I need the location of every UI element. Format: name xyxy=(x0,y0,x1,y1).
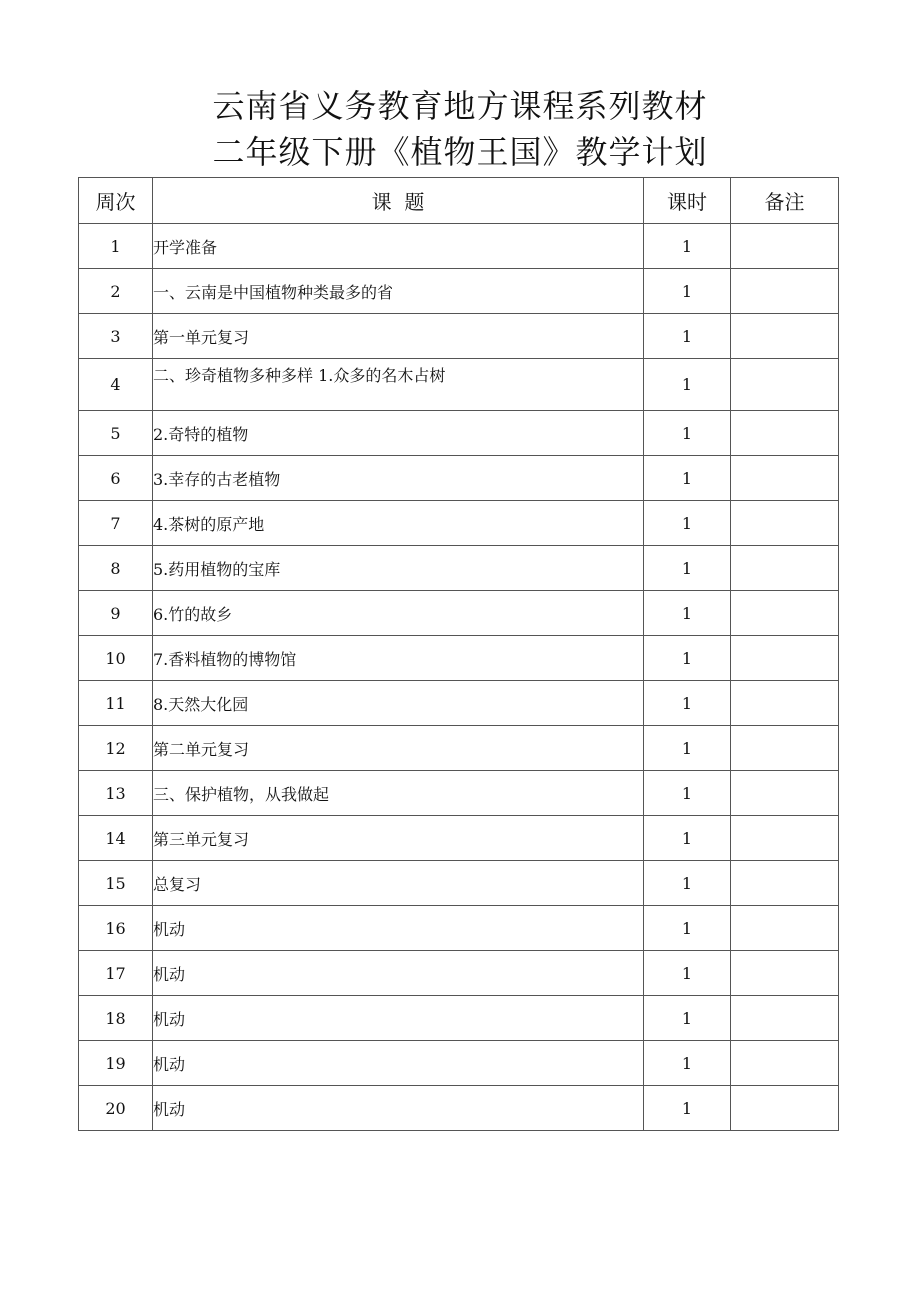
hours-cell: 1 xyxy=(644,224,731,269)
table-row xyxy=(79,501,839,546)
week-cell: 15 xyxy=(79,861,153,906)
document-title-line-1: 云南省义务教育地方课程系列教材 xyxy=(212,87,708,125)
document-title-line-2: 二年级下册《植物王国》教学计划 xyxy=(212,133,708,171)
notes-cell xyxy=(731,771,839,816)
notes-cell xyxy=(731,269,839,314)
hours-cell: 1 xyxy=(644,546,731,591)
week-cell: 1 xyxy=(79,224,153,269)
topic-cell: 三、保护植物，从我做起 xyxy=(153,771,644,816)
topic-cell: 3.幸存的古老植物 xyxy=(153,456,644,501)
week-cell: 14 xyxy=(79,816,153,861)
week-cell: 10 xyxy=(79,636,153,681)
table-row xyxy=(79,456,839,501)
week-cell: 2 xyxy=(79,269,153,314)
topic-cell: 机动 xyxy=(153,1041,644,1086)
topic-cell: 第一单元复习 xyxy=(153,314,644,359)
notes-cell xyxy=(731,726,839,771)
notes-cell xyxy=(731,906,839,951)
notes-cell xyxy=(731,501,839,546)
notes-cell xyxy=(731,816,839,861)
week-cell: 18 xyxy=(79,996,153,1041)
week-cell: 20 xyxy=(79,1086,153,1131)
notes-cell xyxy=(731,546,839,591)
hours-cell: 1 xyxy=(644,1086,731,1131)
week-cell: 3 xyxy=(79,314,153,359)
hours-cell: 1 xyxy=(644,591,731,636)
week-cell: 9 xyxy=(79,591,153,636)
week-cell: 17 xyxy=(79,951,153,996)
topic-cell: 机动 xyxy=(153,951,644,996)
table-row xyxy=(79,1086,839,1131)
notes-cell xyxy=(731,359,839,411)
table-row xyxy=(79,726,839,771)
topic-cell: 8.天然大化园 xyxy=(153,681,644,726)
notes-cell xyxy=(731,1041,839,1086)
notes-cell xyxy=(731,681,839,726)
notes-cell xyxy=(731,1086,839,1131)
notes-cell xyxy=(731,411,839,456)
hours-cell: 1 xyxy=(644,314,731,359)
header-week: 周次 xyxy=(79,178,153,224)
notes-cell xyxy=(731,591,839,636)
topic-cell: 二、珍奇植物多种多样 1.众多的名木占树 xyxy=(153,359,644,411)
topic-cell: 7.香料植物的博物馆 xyxy=(153,636,644,681)
topic-cell: 机动 xyxy=(153,1086,644,1131)
table-row xyxy=(79,816,839,861)
header-topic: 课 题 xyxy=(153,178,644,224)
week-cell: 13 xyxy=(79,771,153,816)
hours-cell: 1 xyxy=(644,906,731,951)
topic-cell: 开学准备 xyxy=(153,224,644,269)
table-row xyxy=(79,861,839,906)
table-row xyxy=(79,636,839,681)
hours-cell: 1 xyxy=(644,501,731,546)
notes-cell xyxy=(731,224,839,269)
hours-cell: 1 xyxy=(644,456,731,501)
table-row xyxy=(79,224,839,269)
table-row xyxy=(79,906,839,951)
table-row xyxy=(79,681,839,726)
notes-cell xyxy=(731,636,839,681)
table-row xyxy=(79,269,839,314)
hours-cell: 1 xyxy=(644,816,731,861)
header-notes: 备注 xyxy=(731,178,839,224)
week-cell: 16 xyxy=(79,906,153,951)
hours-cell: 1 xyxy=(644,861,731,906)
hours-cell: 1 xyxy=(644,996,731,1041)
hours-cell: 1 xyxy=(644,726,731,771)
week-cell: 5 xyxy=(79,411,153,456)
notes-cell xyxy=(731,456,839,501)
week-cell: 6 xyxy=(79,456,153,501)
hours-cell: 1 xyxy=(644,636,731,681)
week-cell: 19 xyxy=(79,1041,153,1086)
hours-cell: 1 xyxy=(644,1041,731,1086)
table-row xyxy=(79,411,839,456)
topic-cell: 2.奇特的植物 xyxy=(153,411,644,456)
hours-cell: 1 xyxy=(644,269,731,314)
hours-cell: 1 xyxy=(644,771,731,816)
table-row xyxy=(79,996,839,1041)
table-row xyxy=(79,951,839,996)
topic-cell: 第二单元复习 xyxy=(153,726,644,771)
topic-cell: 机动 xyxy=(153,996,644,1041)
table-row xyxy=(79,359,839,411)
teaching-plan-table xyxy=(78,177,839,1131)
table-row xyxy=(79,771,839,816)
hours-cell: 1 xyxy=(644,359,731,411)
topic-cell: 第三单元复习 xyxy=(153,816,644,861)
table-row xyxy=(79,314,839,359)
topic-cell: 总复习 xyxy=(153,861,644,906)
hours-cell: 1 xyxy=(644,681,731,726)
topic-cell: 5.药用植物的宝库 xyxy=(153,546,644,591)
topic-cell: 一、云南是中国植物种类最多的省 xyxy=(153,269,644,314)
hours-cell: 1 xyxy=(644,951,731,996)
week-cell: 11 xyxy=(79,681,153,726)
table-row xyxy=(79,1041,839,1086)
notes-cell xyxy=(731,951,839,996)
week-cell: 8 xyxy=(79,546,153,591)
topic-cell: 机动 xyxy=(153,906,644,951)
notes-cell xyxy=(731,314,839,359)
hours-cell: 1 xyxy=(644,411,731,456)
table-row xyxy=(79,546,839,591)
topic-cell: 4.茶树的原产地 xyxy=(153,501,644,546)
topic-cell: 6.竹的故乡 xyxy=(153,591,644,636)
table-row xyxy=(79,591,839,636)
header-hours: 课时 xyxy=(644,178,731,224)
notes-cell xyxy=(731,996,839,1041)
week-cell: 4 xyxy=(79,359,153,411)
week-cell: 12 xyxy=(79,726,153,771)
week-cell: 7 xyxy=(79,501,153,546)
notes-cell xyxy=(731,861,839,906)
table-header-row xyxy=(79,178,839,224)
